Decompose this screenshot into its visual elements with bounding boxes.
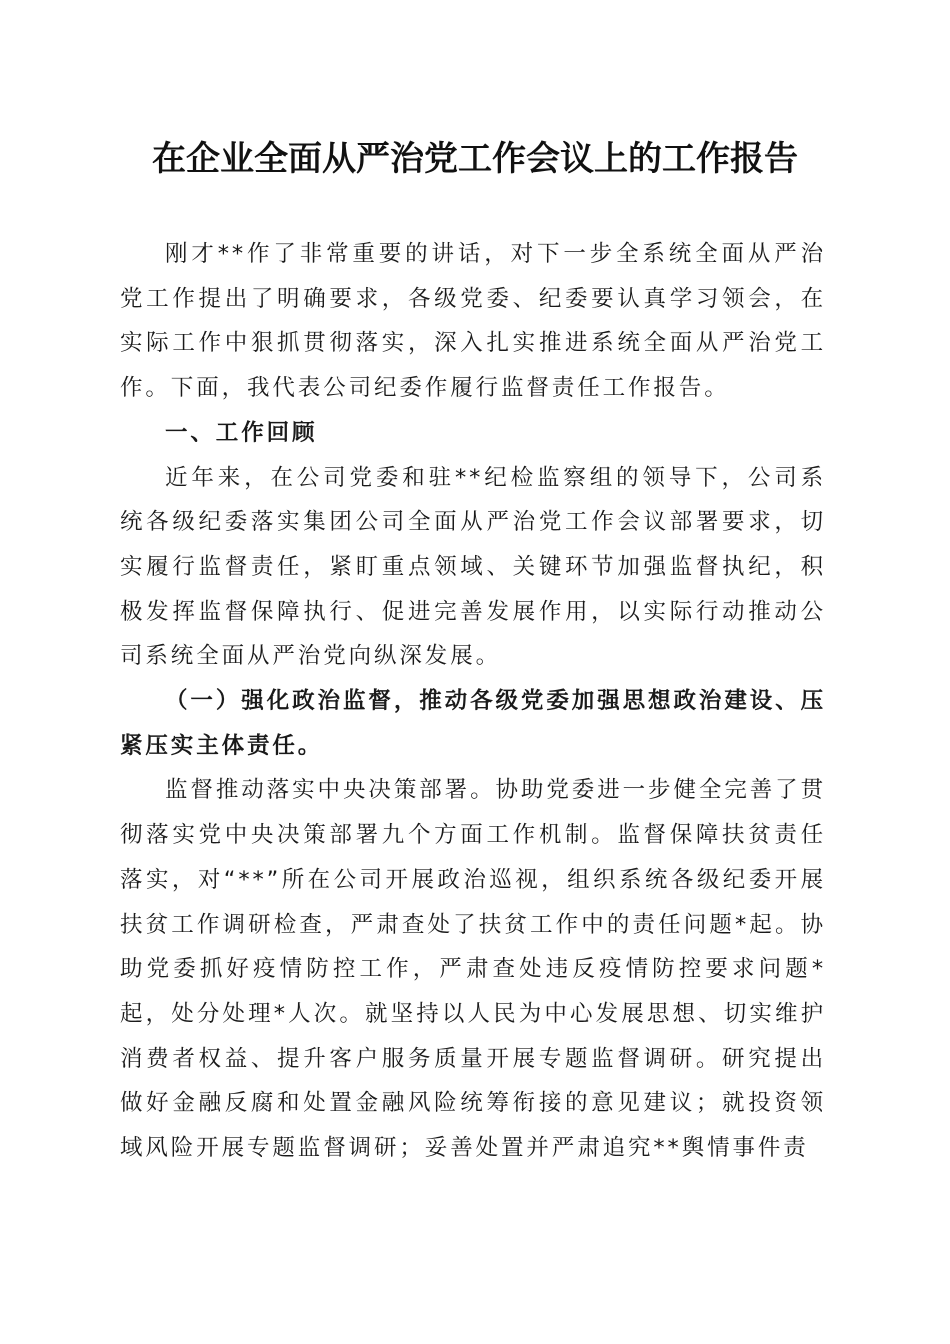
section-heading-work-review: 一、工作回顾 — [165, 419, 318, 446]
paragraph-supervision-details: 监督推动落实中央决策部署。协助党委进一步健全完善了贯彻落实党中央决策部署九个方面工作机制。监督保障扶贫责任落实，对“**”所在公司开展政治巡视，组织系统各级纪委开展扶贫工作调研检查，严肃查处了扶贫工作中的责任问题*起。协助党委抓好疫情防控工作，严肃查处违反疫情防控要求问题*起，处分处理*人次。就坚持以人民为中心发展思想、切实维护消费者权益、提升客户服务质量开展专题监督调研。研究提出做好金融反腐和处置金融风险统筹衔接的意见建议；就投资领域风险开展专题监督调研；妥善处置并严肃追究**舆情事件责 — [120, 777, 826, 1162]
subsection-heading-political-supervision: （一）强化政治监督，推动各级党委加强思想政治建设、压紧压实主体责任。 — [120, 688, 826, 759]
document-title: 在企业全面从严治党工作会议上的工作报告 — [152, 139, 798, 179]
paragraph-review: 近年来，在公司党委和驻**纪检监察组的领导下，公司系统各级纪委落实集团公司全面从严治党工作会议部署要求，切实履行监督责任，紧盯重点领域、关键环节加强监督执纪，积极发挥监督保障执行、促进完善发展作用，以实际行动推动公司系统全面从严治党向纵深发展。 — [120, 464, 826, 670]
paragraph-intro: 刚才**作了非常重要的讲话，对下一步全系统全面从严治党工作提出了明确要求，各级党委、纪委要认真学习领会，在实际工作中狠抓贯彻落实，深入扎实推进系统全面从严治党工作。下面，我代表公司纪委作履行监督责任工作报告。 — [120, 241, 826, 402]
document-body — [120, 232, 826, 1171]
